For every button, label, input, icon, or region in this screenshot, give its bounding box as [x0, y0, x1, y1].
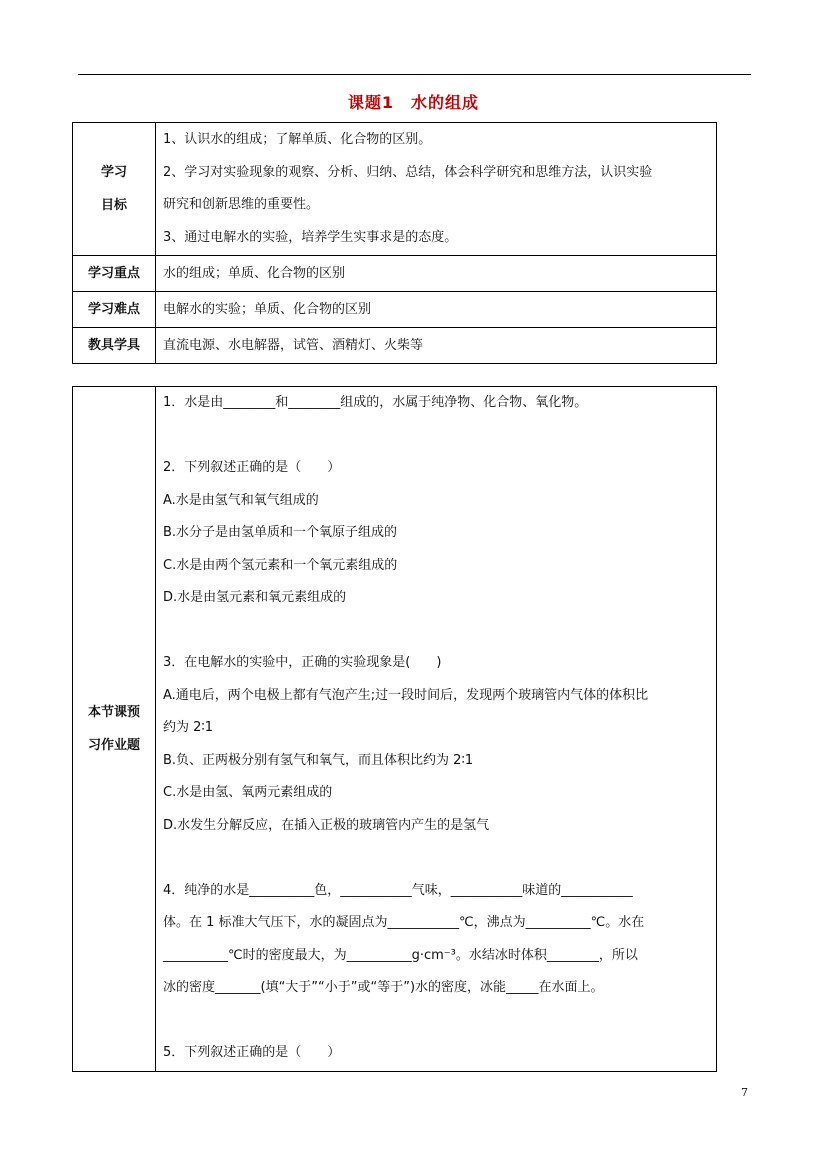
- question-line: 3．在电解水的实验中，正确的实验现象是( ): [163, 655, 442, 670]
- blank-line: [163, 420, 710, 453]
- materials-row: [73, 328, 717, 364]
- question-line: 1．水是由________和________组成的，水属于纯净物、化合物、氧化物。: [163, 395, 588, 410]
- blank-line: [163, 842, 710, 875]
- objectives-label: [73, 123, 156, 256]
- option-line: C.水是由两个氢元素和一个氧元素组成的: [163, 557, 398, 573]
- option-line: B.水分子是由氢单质和一个氧原子组成的: [163, 525, 398, 540]
- question-line: 体。在 1 标准大气压下，水的凝固点为___________℃，沸点为__________℃。水在: [163, 915, 645, 930]
- option-line: D.水是由氢元素和氧元素组成的: [163, 590, 347, 605]
- homework-table: [72, 386, 717, 1072]
- homework-row: [73, 387, 717, 1072]
- question-line: 冰的密度_______(填“大于”“小于”或“等于”)水的密度，冰能_____在水面上。: [163, 980, 604, 995]
- objectives-content: [156, 123, 717, 256]
- option-line: A.水是由氢气和氧气组成的: [163, 492, 319, 508]
- question-line: 4．纯净的水是__________色，___________气味，___________味道的___________: [163, 882, 633, 898]
- materials-content: 直流电源、水电解器，试管、酒精灯、火柴等: [156, 328, 717, 364]
- option-line: C.水是由氢、氧两元素组成的: [163, 785, 333, 800]
- option-line: B.负、正两极分别有氢气和氧气，而且体积比约为 2∶1: [163, 752, 474, 768]
- header-rule: [78, 74, 751, 75]
- difficulties-content: 电解水的实验；单质、化合物的区别: [156, 292, 717, 328]
- page-number: 7: [741, 1086, 748, 1099]
- objectives-row: [73, 123, 717, 256]
- option-line: A.通电后，两个电极上都有气泡产生;过一段时间后，发现两个玻璃管内气体的体积比: [163, 687, 649, 703]
- key-points-content: 水的组成；单质、化合物的区别: [156, 256, 717, 292]
- blank-line: [163, 1005, 710, 1038]
- objectives-table: [72, 122, 717, 364]
- label-line: 目标: [100, 198, 127, 213]
- blank-line: [163, 615, 710, 648]
- question-line: 5．下列叙述正确的是（ ）: [163, 1045, 341, 1060]
- homework-label: [73, 387, 156, 1072]
- objective-line: 研究和创新思维的重要性。: [163, 197, 320, 212]
- objective-line: 2、学习对实验现象的观察、分析、归纳、总结，体会科学研究和思维方法，认识实验: [163, 164, 653, 180]
- option-line: 约为 2∶1: [163, 720, 214, 735]
- option-line: D.水发生分解反应，在插入正极的玻璃管内产生的是氢气: [163, 817, 490, 833]
- objective-line: 3、通过电解水的实验，培养学生实事求是的态度。: [163, 229, 458, 245]
- label-line: 学习: [100, 165, 127, 180]
- materials-label: 教具学具: [73, 328, 156, 364]
- label-line: 本节课预: [87, 704, 140, 720]
- key-points-row: [73, 256, 717, 292]
- difficulties-row: [73, 292, 717, 328]
- page-title: 课题1 水的组成: [347, 93, 480, 112]
- question-line: __________℃时的密度最大，为__________g·cm⁻³。水结冰时体积________，所以: [163, 947, 638, 963]
- question-line: 2．下列叙述正确的是（ ）: [163, 460, 341, 475]
- objective-line: 1、认识水的组成；了解单质、化合物的区别。: [163, 132, 432, 147]
- key-points-label: 学习重点: [73, 256, 156, 292]
- homework-content: [156, 387, 717, 1072]
- label-line: 习作业题: [87, 737, 140, 753]
- difficulties-label: 学习难点: [73, 292, 156, 328]
